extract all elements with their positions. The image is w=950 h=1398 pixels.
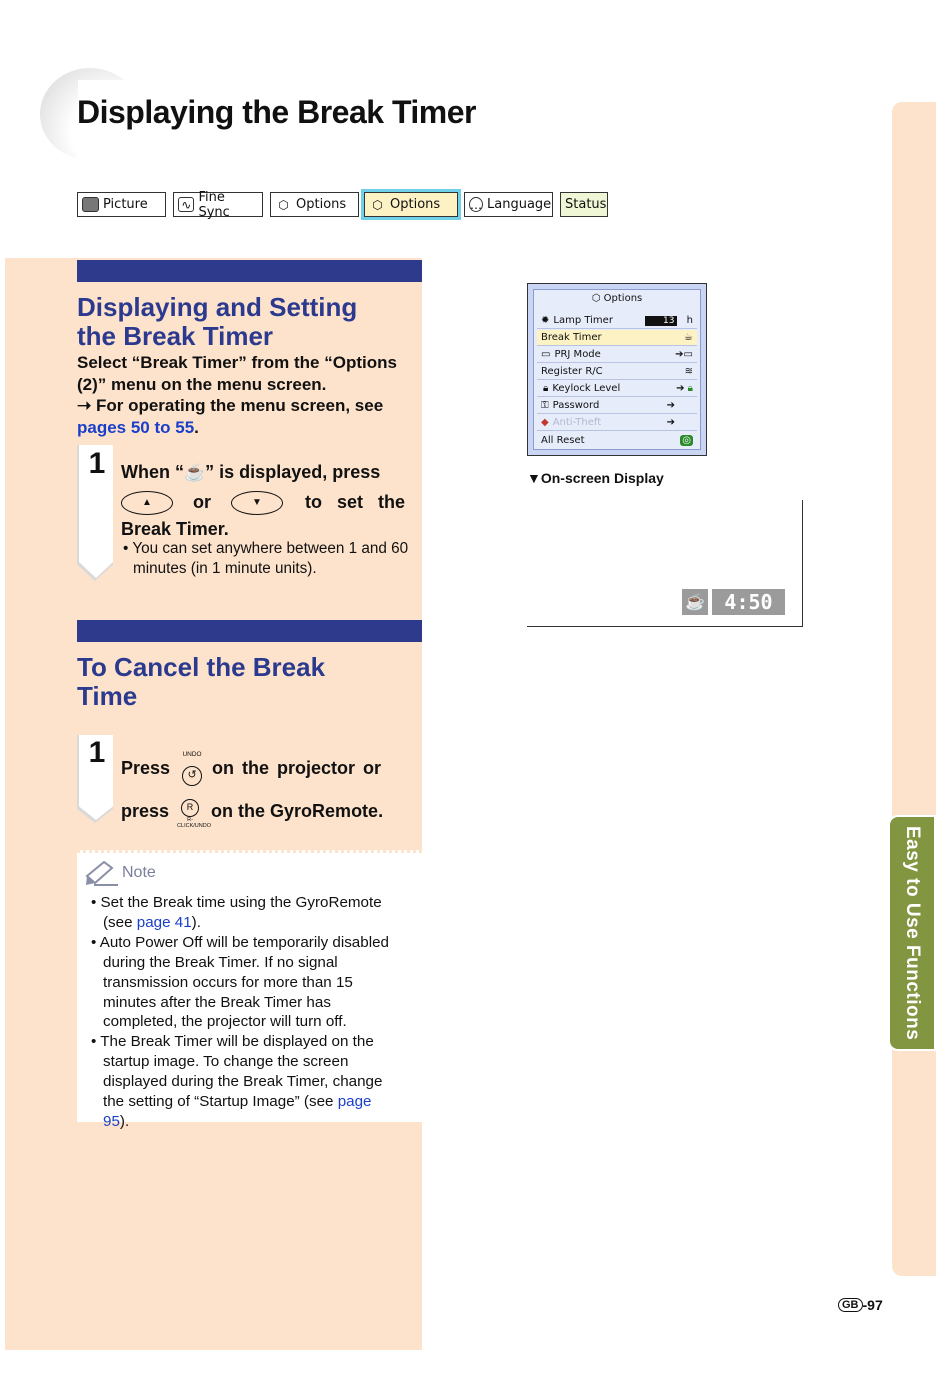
osd-row-label: Break Timer [541,332,602,343]
tab-label: Fine Sync [198,189,230,220]
wireless-icon: ≋ [684,366,693,377]
step-when: When “ [121,462,184,482]
on-remote-text: on the GyroRemote. [211,801,384,822]
tab-label: Picture [103,197,148,212]
note-header [84,858,156,888]
tab-fine-sync[interactable] [173,189,263,220]
break-timer-display: 4:50 [712,589,785,615]
tab-options-2[interactable] [364,192,458,217]
cancel-line-1 [121,748,411,790]
step-text [121,458,411,541]
osd-row-label: Register R/C [541,366,603,377]
page-number [838,1297,883,1313]
osd-row-lamp-timer[interactable] [537,313,697,329]
tab-language[interactable] [464,192,553,217]
tab-status[interactable] [560,192,608,217]
cup-icon: ☕ [684,332,693,343]
osd-row-register-rc[interactable] [537,364,697,380]
osd-row-label: PRJ Mode [554,349,601,360]
cup-icon: ☕ [682,589,708,615]
intro-end: . [194,417,199,437]
bullet-text: You can set anywhere between 1 and 60 minutes (in 1 minute units). [132,540,409,577]
step-number: 1 [88,736,106,769]
step-bullet: • You can set anywhere between 1 and 60 minutes (in 1 minute units). [123,540,409,577]
tab-options-1[interactable] [270,192,359,217]
tab-label: Language [487,197,552,212]
osd-row-label: Anti-Theft [552,417,602,428]
language-icon: … [470,197,482,212]
press-text: Press [121,758,171,778]
note-item: • The Break Timer will be displayed on the startup image. To change the screen displayed during the Break Timer, change the setting of “Startup Image” (see page 95). [91,1033,383,1130]
section-bar [77,620,422,642]
rclick-button-icon: R R-CLICK/UNDO [177,799,203,829]
options-icon: ⬡ [591,293,601,304]
tab-picture[interactable] [77,192,166,217]
osd-panel [533,289,701,450]
section-bar [77,260,422,282]
osd-header-label: Options [603,293,643,304]
pages-link[interactable]: pages 50 to 55 [77,417,195,437]
undo-label: UNDO [182,751,202,758]
page-title: Displaying the Break Timer [77,94,476,130]
page-link[interactable]: page 41 [136,913,192,931]
page-link[interactable]: page 95 [103,1093,372,1130]
osd-row-label: Password [552,400,600,411]
press-text: press [121,801,170,822]
intro-reference [77,395,417,438]
osd-row-value: 13 h [645,315,693,326]
tab-label: Options [296,197,347,212]
down-button-icon: ▼ [231,491,283,515]
osd-menu [527,283,707,456]
cup-icon: ☕ [184,463,206,482]
osd-row-value: ➔ 🔒︎ [676,383,693,394]
osd-caption [527,470,664,486]
step-displayed: ” is displayed, press [205,462,381,482]
step-break-timer: Break Timer. [121,519,229,539]
tab-label: Status [565,197,607,212]
tab-label: Options [390,197,441,212]
step-number: 1 [88,447,106,480]
note-text: Set the Break time using the GyroRemote (see [100,894,382,931]
rclick-label: R-CLICK/UNDO [177,817,211,829]
key-icon: ⚿ [541,400,549,411]
undo-button-icon: UNDO ↺ [182,744,202,786]
intro-text: Select “Break Timer” from the “Options (2)” menu on the menu screen. [77,353,397,394]
options-icon: ⬡ [278,197,289,212]
side-strip [892,102,936,1276]
osd-row-label: Keylock Level [552,383,621,394]
page-prefix: GB [838,1298,863,1312]
note-end: ). [119,1112,130,1130]
osd-row-label: Lamp Timer [553,315,613,326]
osd-row-prj-mode[interactable] [537,347,697,363]
page-number-text: -97 [862,1297,883,1313]
options-icon: ⬡ [372,197,383,212]
note-end: ). [191,913,201,931]
osd-row-value: ➔ [666,400,675,411]
lock-icon: 🔒︎ [543,383,549,394]
side-tab-label: Easy to Use Functions [902,825,923,1041]
cancel-line-2 [121,797,411,827]
osd-row-all-reset[interactable] [537,432,697,448]
prj-mode-icon: ▭ [541,349,551,360]
up-button-icon: ▲ [121,491,173,515]
on-projector-text: on the projector or [212,758,382,778]
section-title: Displaying and Setting the Break Timer [77,292,358,351]
lamp-timer-icon: ✹ [541,315,550,326]
osd-row-value: ➔▭ [675,349,693,360]
osd-row-break-timer[interactable] [537,330,697,346]
pencil-icon [84,858,120,888]
section-intro [77,352,417,438]
note-text: Auto Power Off will be temporarily disabled during the Break Timer. If no signal transmission occurs for more than 15 minutes after the Break Timer has completed, the projector will turn off. [99,933,389,1031]
osd-row-password[interactable] [537,398,697,414]
osd-row-label: All Reset [541,434,585,446]
note-item: • Auto Power Off will be temporarily disabled during the Break Timer. If no signal transmission occurs for more than 15 minutes after the Break Timer has completed, the projector will turn off. [91,933,389,1031]
step-or: or [193,492,211,512]
anti-theft-icon: ◆ [541,417,549,428]
reset-icon: ◎ [682,434,691,446]
fine-sync-icon: ∿ [178,197,194,212]
osd-header [534,293,700,304]
osd-row-keylock-level[interactable] [537,381,697,397]
osd-row-value: ➔ [666,417,675,428]
note-text: The Break Timer will be displayed on the startup image. To change the screen displayed during the Break Timer, change the setting of “Startup Image” (see [100,1033,383,1111]
note-label: Note [122,864,156,881]
intro-see: ➝ For operating the menu screen, see [77,396,384,415]
note-list [90,893,396,1132]
section-title: To Cancel the Break Time [77,652,326,711]
picture-icon [82,197,99,212]
triangle-down-icon: ▼ [527,470,541,486]
note-item: • Set the Break time using the GyroRemote (see page 41). [91,894,382,931]
step-to-set: to set the [305,492,406,512]
osd-caption-text: On-screen Display [540,470,664,486]
osd-row-anti-theft[interactable] [537,415,697,431]
